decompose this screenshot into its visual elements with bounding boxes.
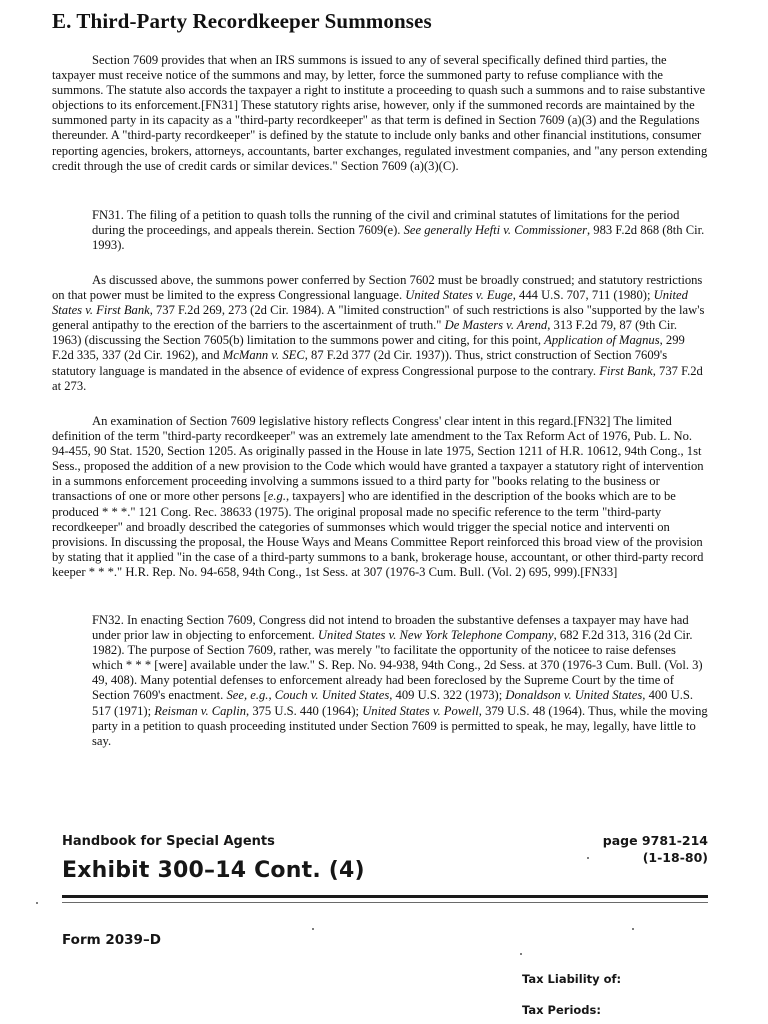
scan-speck	[632, 928, 634, 930]
handbook-label: Handbook for Special Agents	[62, 834, 275, 849]
body-text: Section 7609 provides that when an IRS summons is issued to any of several specifically defined third parties, the taxpayer must receive notice of the summons and may, by letter, force the summoned party to refuse compliance with the summons. The statute also accords the taxpayer a right to institute a proceeding to quash such a summons and to raise substantive objections to its enforcement.[FN31] These statutory rights arise, however, only if the summoned records are maintained by the summoned party in its capacity as a "third-party recordkeeper" as that term is defined in Section 7609 (a)(3) and the Regulations thereunder. A "third-party recordkeeper" is defined by the statute to include only banks and other financial institutions, consumer reporting agencies, brokers, attorneys, accountants, barter exchanges, regulated investment companies, and "any person extending credit through the use of credit cards or similar devices." Section 7609 (a)(3)(C).	[52, 53, 708, 173]
body-text: , 444 U.S. 707, 711 (1980);	[512, 288, 654, 303]
citation-text: See generally Hefti v. Commissioner	[403, 223, 587, 238]
body-text: , 737 F.2d 269, 273 (2d Cir. 1984). A "limited construction" of such restrictions is also "supported by the law's general antipathy to the erection of the barriers to the ascertainment of truth."	[52, 303, 705, 333]
paragraph-legislative-history	[52, 414, 708, 580]
body-text: , 299 F.2d 335, 337 (2d Cir. 1962), and	[52, 333, 685, 363]
body-text: An examination of Section 7609 legislative history reflects Congress' clear intent in this regard.[FN32] The limited definition of the term "third-party recordkeeper" was an extremely late amendment to the Tax Reform Act of 1976, Pub. L. No. 94-455, 90 Stat. 1520, Section 1205. As originally passed in the House in late 1975, Section 1211 of H.R. 10612, 94th Cong., 1st Sess., proposed the addition of a new provision to the Code which would have granted a taxpayer a statutory right of intervention in a summons enforcement proceeding involving a summons issued to a third party for "books relating to the business or transactions of one or more other persons [	[52, 414, 704, 504]
body-text: , 682 F.2d 313, 316 (2d Cir. 1982). The purpose of Section 7609, rather, was merely "to facilitate the opportunity of the noticee to raise defenses which * * * [were] available under the law." S. Rep. No. 94-938, 94th Cong., 2d Sess. at 370 (1976-3 Cum. Bull. (Vol. 3) 49, 408). Many potential defenses to enforcement already had been foreclosed by the Supreme Court by the time of Section 7609's enactment.	[92, 628, 703, 703]
paragraph-summons-power	[52, 273, 708, 394]
scan-speck	[587, 857, 589, 859]
body-text: , 983 F.2d 868 (8th Cir. 1993).	[92, 223, 705, 253]
body-text: FN32. In enacting Section 7609, Congress did not intend to broaden the substantive defenses a taxpayer may have had under prior law in objecting to enforcement.	[92, 613, 689, 643]
scan-speck	[520, 953, 522, 955]
scan-speck	[312, 928, 314, 930]
body-text: , 87 F.2d 377 (2d Cir. 1937)). Thus, strict construction of Section 7609's statutory language is mandated in the absence of evidence of express Congressional purpose to the contrary.	[52, 348, 668, 378]
citation-text: United States v. Euge	[405, 288, 513, 303]
citation-text: United States v. First Bank	[52, 288, 688, 318]
divider-rule-thin	[62, 902, 708, 903]
body-text: , 409 U.S. 322 (1973);	[389, 688, 506, 703]
citation-text: Reisman v. Caplin	[154, 703, 247, 718]
body-text: , 737 F.2d at 273.	[52, 363, 703, 393]
exhibit-heading: Exhibit 300–14 Cont. (4)	[62, 858, 365, 883]
tax-periods-label: Tax Periods:	[522, 1003, 601, 1017]
body-text: , 379 U.S. 48 (1964). Thus, while the moving party in a petition to quash proceeding instituted under Section 7609 is permitted to speak, he may, legally, have little to say.	[92, 703, 708, 748]
paragraph-section-7609-intro	[52, 53, 708, 174]
body-text: , taxpayers] who are identified in the description of the books which are to be produced * * *." 121 Cong. Rec. 38633 (1975). The original proposal made no specific reference to the term "third-party recordkeeper" and broadly described the categories of summonses which would trigger the special notice and interventi on provisions. In discussing the proposal, the House Ways and Means Committee Report reinforced this broad view of the provision by stating that it applied "in the case of a third-party summons to a bank, brokerage house, accountant, or other third-party record keeper * * *." H.R. Rep. No. 94-658, 94th Cong., 1st Sess. at 307 (1976-3 Cum. Bull. (Vol. 2) 695, 999).[FN33]	[52, 489, 704, 579]
body-text: FN31. The filing of a petition to quash tolls the running of the civil and criminal statutes of limitations for the period during the proceedings, and appeals therein. Section 7609(e).	[92, 208, 680, 238]
divider-rule	[62, 895, 708, 898]
citation-text: e.g.	[267, 489, 286, 504]
footnote-fn32	[92, 613, 708, 749]
citation-text: United States v. New York Telephone Company	[317, 628, 554, 643]
section-title: E. Third-Party Recordkeeper Summonses	[52, 9, 432, 33]
page-date: (1-18-80)	[642, 850, 708, 865]
body-text: , 375 U.S. 440 (1964);	[246, 703, 363, 718]
citation-text: United States v. Powell	[362, 703, 479, 718]
citation-text: De Masters v. Arend	[444, 318, 548, 333]
body-text: , 313 F.2d 79, 87 (9th Cir. 1963) (discussing the Section 7605(b) limitation to the summons power and citing, for this point,	[52, 318, 678, 348]
tax-liability-label: Tax Liability of:	[522, 972, 622, 986]
body-text: , 400 U.S. 517 (1971);	[92, 688, 694, 718]
form-number: Form 2039–D	[62, 932, 161, 948]
body-text: As discussed above, the summons power conferred by Section 7602 must be broadly construed; and statutory restrictions on that power must be limited to the express Congressional language.	[52, 273, 703, 303]
citation-text: See, e.g., Couch v. United States	[226, 688, 390, 703]
page-number: page 9781-214	[602, 833, 708, 848]
scan-speck	[36, 902, 38, 904]
citation-text: McMann v. SEC	[222, 348, 305, 363]
footnote-fn31	[92, 208, 708, 253]
citation-text: Application of Magnus	[544, 333, 660, 348]
citation-text: First Bank	[599, 363, 653, 378]
citation-text: Donaldson v. United States	[505, 688, 643, 703]
